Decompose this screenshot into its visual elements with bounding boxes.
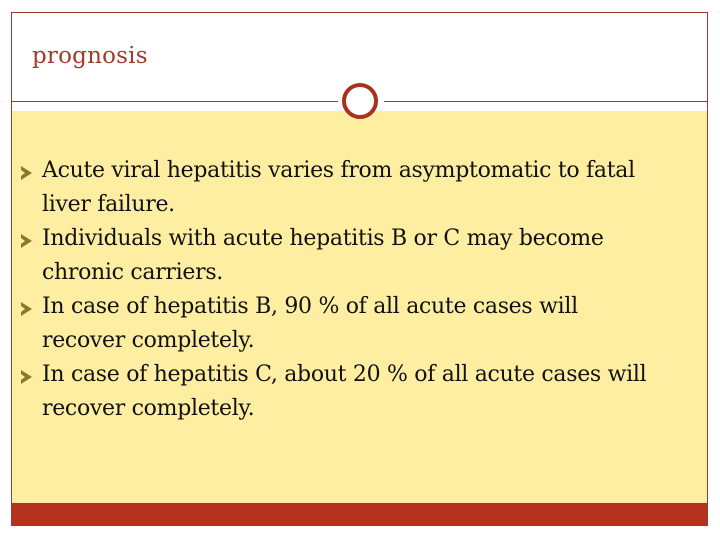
arrowhead-bullet-icon [21,234,32,248]
slide-title: prognosis [32,43,148,69]
bullet-text: In case of hepatitis B, 90 % of all acute cases will recover completely. [42,294,578,353]
bullet-item [12,222,662,290]
arrowhead-bullet-icon [21,302,32,316]
bottom-accent-bar [12,503,707,525]
bullet-item [12,358,662,426]
bullet-text: Individuals with acute hepatitis B or C may become chronic carriers. [42,226,604,285]
arrowhead-bullet-icon [21,166,32,180]
bullet-item [12,290,662,358]
bullet-list [12,154,662,426]
title-divider-left [12,101,338,102]
circle-ornament-icon [342,83,378,119]
arrowhead-bullet-icon [21,370,32,384]
bullet-text: In case of hepatitis C, about 20 % of all acute cases will recover completely. [42,362,647,421]
title-divider-right [384,101,708,102]
bullet-text: Acute viral hepatitis varies from asymptomatic to fatal liver failure. [42,158,635,217]
bullet-item [12,154,662,222]
